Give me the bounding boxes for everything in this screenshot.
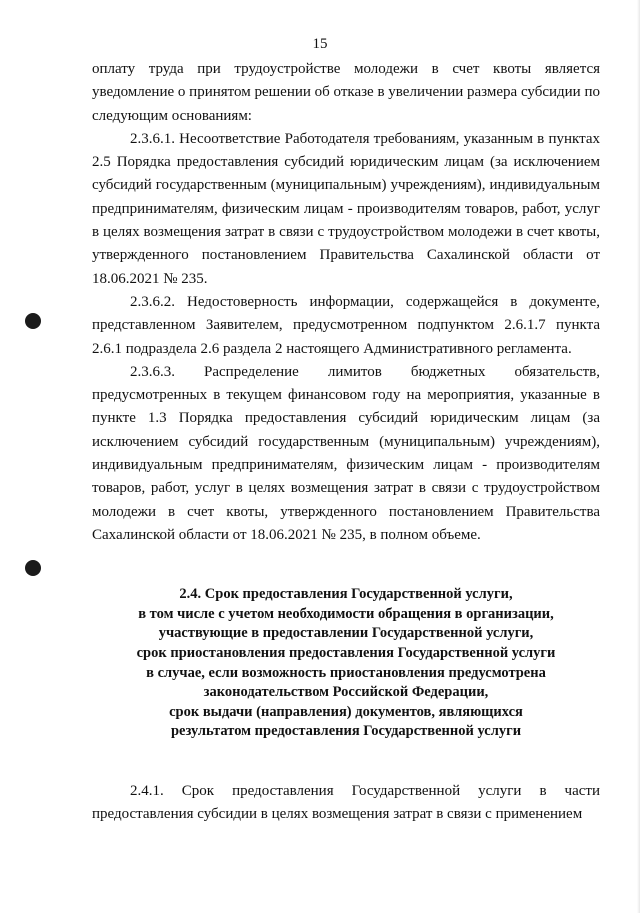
paragraph-2-4-1: 2.4.1. Срок предоставления Государственной услуги в части предоставления субсидии в целях возмещения затрат в связи с применением <box>92 782 600 823</box>
heading-line: срок приостановления предоставления Государственной услуги <box>136 645 556 662</box>
punch-hole-mark <box>25 313 41 329</box>
heading-line: участвующие в предоставлении Государственной услуги, <box>158 625 534 642</box>
document-body <box>92 58 600 827</box>
heading-line: 2.4. Срок предоставления Государственной услуги, <box>179 586 513 603</box>
punch-hole-mark <box>25 560 41 576</box>
paragraph-2-3-6-3: 2.3.6.3. Распределение лимитов бюджетных обязательств, предусмотренных в текущем финансовом году на мероприятия, указанные в пункте 1.3 Порядка предоставления субсидий юридическим лицам (за исключением субсидий государственным (муниципальным) учреждениям), индивидуальным предпринимателям, физическим лицам - производителям товаров, работ, услуг в целях возмещения затрат в связи с трудоустройством молодежи в счет квоты, утвержденного постановлением Правительства Сахалинской области от 18.06.2021 № 235, в полном объеме. <box>92 363 600 543</box>
page-number: 15 <box>312 36 328 52</box>
paragraph-intro: оплату труда при трудоустройстве молодежи в счет квоты является уведомление о принятом решении об отказе в увеличении размера субсидии по следующим основаниям: <box>92 61 600 124</box>
paragraph-2-3-6-2: 2.3.6.2. Недостоверность информации, содержащейся в документе, представленном Заявителем, предусмотренном подпунктом 2.6.1.7 пункта 2.6.1 подраздела 2.6 раздела 2 настоящего Административного регламента. <box>92 293 600 357</box>
heading-line: результатом предоставления Государственной услуги <box>170 723 522 740</box>
heading-line: законодательством Российской Федерации, <box>203 684 489 701</box>
section-heading-2-4 <box>92 585 600 742</box>
heading-line: в том числе с учетом необходимости обращения в организации, <box>138 605 554 622</box>
heading-line: срок выдачи (направления) документов, являющихся <box>169 703 523 720</box>
heading-line: в случае, если возможность приостановления предусмотрена <box>146 664 546 681</box>
paragraph-2-3-6-1: 2.3.6.1. Несоответствие Работодателя требованиям, указанным в пунктах 2.5 Порядка предоставления субсидий юридическим лицам (за исключением субсидий государственным (муниципальным) учреждениям), индивидуальным предпринимателям, физическим лицам - производителям товаров, работ, услуг в целях возмещения затрат в связи с трудоустройством молодежи в счет квоты, утвержденного постановлением Правительства Сахалинской области от 18.06.2021 № 235. <box>92 130 600 287</box>
